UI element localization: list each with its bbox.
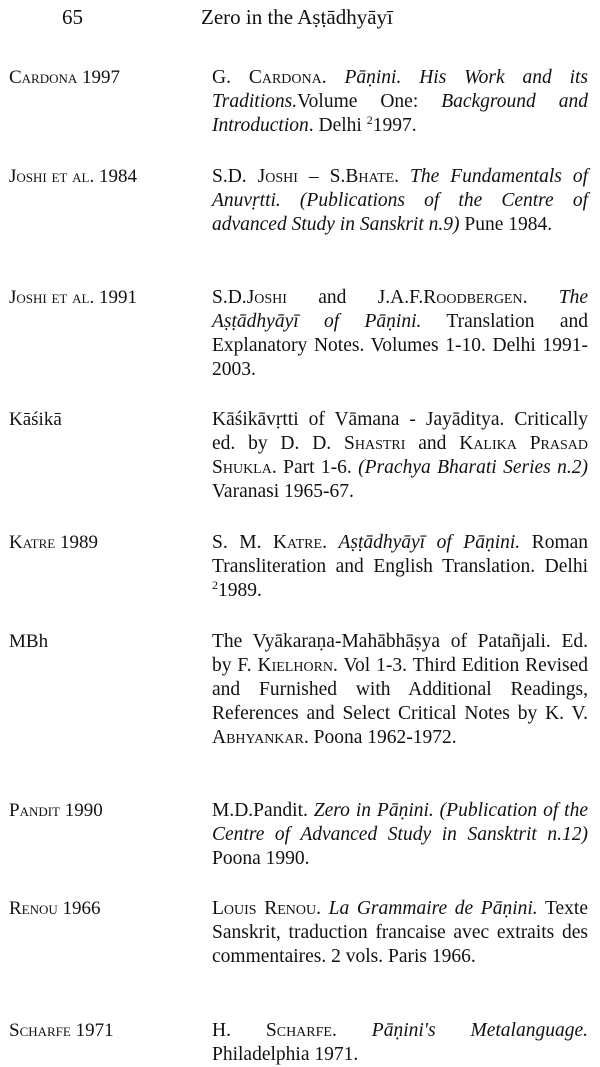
entry-reference: The Vyākaraṇa-Mahābhāṣya of Patañjali. Ed. by F. Kielhorn. Vol 1-3. Third Edition Revised and Furnished with Additional Readings, References and Select Critical Notes by K. V. Abhyankar. Poona 1962-1972. <box>212 631 588 748</box>
page-header <box>0 3 600 33</box>
entry-key: Cardona 1997 <box>9 67 121 88</box>
entry-reference: S. M. Katre. Aṣṭādhyāyī of Pāṇini. Roman Transliteration and English Translation. Delhi $^2$1989. <box>212 532 589 601</box>
entry-reference: S.D. Joshi – S.Bhate. The Fundamentals of Anuvṛtti. (Publications of the Centre of advanced Study in Sanskrit n.9) Pune 1984. <box>212 166 588 235</box>
entry-key: Pandit 1990 <box>9 800 103 821</box>
entry-key: Katre 1989 <box>9 532 98 553</box>
entry-reference: H. Scharfe. Pāṇini's Metalanguage. Philadelphia 1971. <box>212 1020 588 1065</box>
entry-reference: Kāśikāvṛtti of Vāmana - Jayāditya. Critically ed. by D. D. Shastri and Kalika Prasad Shukla. Part 1-6. (Prachya Bharati Series n.2) Varanasi 1965-67. <box>212 409 588 502</box>
entry-key: Renou 1966 <box>9 898 101 919</box>
entry-key: MBh <box>9 631 49 652</box>
entry-reference: S.D.Joshi and J.A.F.Roodbergen. The Aṣṭādhyāyī of Pāṇini. Translation and Explanatory Notes. Volumes 1-10. Delhi 1991-2003. <box>212 287 588 380</box>
page-number: 65 <box>62 5 83 29</box>
entry-key: Kāśikā <box>9 409 62 430</box>
entry-reference: M.D.Pandit. Zero in Pāṇini. (Publication of the Centre of Advanced Study in Sansktrit n.12) Poona 1990. <box>212 800 588 869</box>
entry-key: Scharfe 1971 <box>9 1020 114 1041</box>
entry-key: Joshi et al. 1984 <box>9 166 137 187</box>
entry-key: Joshi et al. 1991 <box>9 287 137 308</box>
entry-reference: Louis Renou. La Grammaire de Pāṇini. Texte Sanskrit, traduction francaise avec extraits des commentaires. 2 vols. Paris 1966. <box>212 898 588 967</box>
running-title: Zero in the Aṣṭādhyāyī <box>201 5 393 29</box>
entry-reference: G. Cardona. Pāṇini. His Work and its Traditions.Volume One: Background and Introduction. Delhi $^2$1997. <box>212 67 588 136</box>
